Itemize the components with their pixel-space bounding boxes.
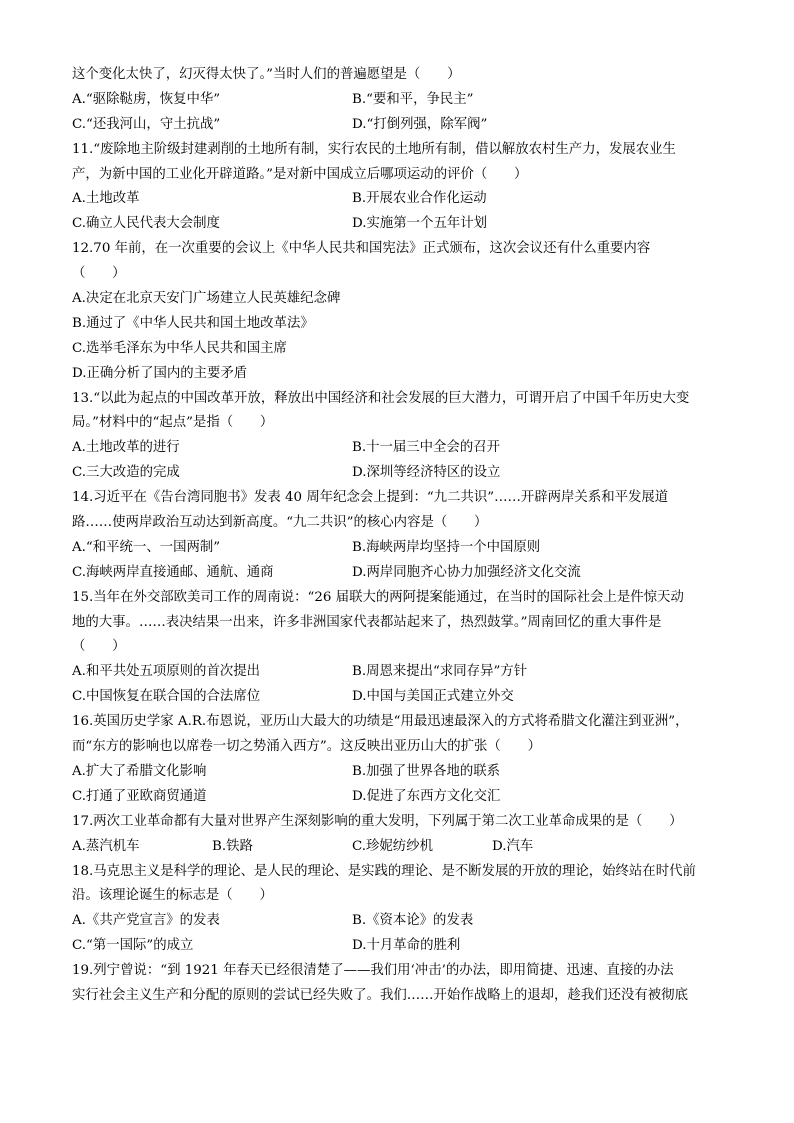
question-15-stem: 15.当年在外交部欧美司工作的周南说：“26 届联大的两阿提案能通过，在当时的国际社会上是件惊天动 xyxy=(72,589,684,605)
text-line: 实行社会主义生产和分配的原则的尝试已经失败了。我们……开始作战略上的退却，趁我们还没有被彻底 xyxy=(72,987,688,1003)
option-d: D.十月革命的胜利 xyxy=(352,938,461,954)
option-c: C.海峡两岸直接通邮、通航、通商 xyxy=(72,564,274,580)
option-row xyxy=(72,685,722,710)
option-row xyxy=(72,536,722,561)
option-c: C.珍妮纺纱机 xyxy=(352,838,433,854)
question-body xyxy=(72,63,722,1009)
option-row xyxy=(72,436,722,461)
option-d: D.汽车 xyxy=(492,838,534,854)
answer-blank: （ ） xyxy=(72,266,126,282)
text-line: 这个变化太快了，幻灭得太快了。”当时人们的普遍愿望是（ ） xyxy=(72,67,461,82)
option-d: D.深圳等经济特区的设立 xyxy=(352,465,501,481)
text-line: 局。”材料中的“起点”是指（ ） xyxy=(72,415,274,431)
answer-blank: （ ） xyxy=(72,639,126,655)
option-a: A.扩大了希腊文化影响 xyxy=(72,763,207,779)
option-a: A.“驱除鞑虏，恢复中华” xyxy=(72,91,221,107)
option-d: D.“打倒列强，除军阀” xyxy=(352,116,488,132)
option-d: D.两岸同胞齐心协力加强经济文化交流 xyxy=(352,564,581,580)
option-d: D.促进了东西方文化交汇 xyxy=(352,788,501,804)
option-a: A.“和平统一、一国两制” xyxy=(72,539,221,555)
text-line: 而“东方的影响也以席卷一切之势涌入西方”。这反映出亚历山大的扩张（ ） xyxy=(72,739,541,755)
option-c: C.选举毛泽东为中华人民共和国主席 xyxy=(72,340,287,356)
option-a: A.《共产党宣言》的发表 xyxy=(72,913,220,929)
question-16-stem: 16.英国历史学家 A.R.布恩说，亚历山大最大的功绩是“用最迅速最深入的方式将希腊文化灌注到亚洲”， xyxy=(72,714,689,730)
option-b: B.“要和平，争民主” xyxy=(352,91,474,107)
text-line: 产，为新中国的工业化开辟道路。”是对新中国成立后哪项运动的评价（ ） xyxy=(72,166,528,182)
option-a: A.蒸汽机车 xyxy=(72,838,140,854)
option-row xyxy=(72,113,722,138)
question-13-stem: 13.“以此为起点的中国改革开放，释放出中国经济和社会发展的巨大潜力，可谓开启了中国千年历史大变 xyxy=(72,390,690,406)
option-row xyxy=(72,785,722,810)
option-b: B.开展农业合作化运动 xyxy=(352,191,487,207)
option-c: C.确立人民代表大会制度 xyxy=(72,216,220,232)
question-17-stem: 17.两次工业革命都有大量对世界产生深刻影响的重大发明，下列属于第二次工业革命成果的是（ ） xyxy=(72,813,683,829)
option-c: C.打通了亚欧商贸通道 xyxy=(72,788,207,804)
option-a: A.土地改革的进行 xyxy=(72,440,180,456)
text-line: 路……使两岸政治互动达到新高度。“九二共识”的核心内容是（ ） xyxy=(72,515,488,531)
text-line: 地的大事。……表决结果一出来，许多非洲国家代表都站起来了，热烈鼓掌。”周南回忆的重大事件是 xyxy=(72,614,662,630)
option-d: D.正确分析了国内的主要矛盾 xyxy=(72,365,248,381)
option-row xyxy=(72,187,722,212)
option-b: B.铁路 xyxy=(212,838,253,854)
option-row xyxy=(72,88,722,113)
option-c: C.三大改造的完成 xyxy=(72,465,180,481)
option-a: A.和平共处五项原则的首次提出 xyxy=(72,664,261,680)
option-row xyxy=(72,835,722,860)
option-row xyxy=(72,212,722,237)
option-c: C.中国恢复在联合国的合法席位 xyxy=(72,689,261,705)
option-b: B.通过了《中华人民共和国土地改革法》 xyxy=(72,315,314,331)
question-12-stem: 12.70 年前，在一次重要的会议上《中华人民共和国宪法》正式颁布，这次会议还有什么重要内容 xyxy=(72,241,651,257)
option-row xyxy=(72,660,722,685)
option-b: B.加强了世界各地的联系 xyxy=(352,763,501,779)
option-row xyxy=(72,909,722,934)
option-row xyxy=(72,461,722,486)
question-11-stem: 11.“废除地主阶级封建剥削的土地所有制，实行农民的土地所有制，借以解放农村生产力，发展农业生 xyxy=(72,141,676,157)
option-b: B.《资本论》的发表 xyxy=(352,913,474,929)
question-14-stem: 14.习近平在《告台湾同胞书》发表 40 周年纪念会上提到：“九二共识”……开辟两岸关系和平发展道 xyxy=(72,490,669,506)
option-d: D.实施第一个五年计划 xyxy=(352,216,488,232)
option-a: A.土地改革 xyxy=(72,191,140,207)
option-b: B.海峡两岸均坚持一个中国原则 xyxy=(352,539,541,555)
option-row xyxy=(72,760,722,785)
question-19-stem: 19.列宁曾说：“到 1921 年春天已经很清楚了——我们用‘冲击’的办法，即用简捷、迅速、直接的办法 xyxy=(72,963,674,979)
option-a: A.决定在北京天安门广场建立人民英雄纪念碑 xyxy=(72,291,341,307)
option-c: C.“还我河山，守土抗战” xyxy=(72,116,221,132)
option-row xyxy=(72,934,722,959)
text-line: 沿。该理论诞生的标志是（ ） xyxy=(72,888,273,904)
option-row xyxy=(72,561,722,586)
option-b: B.十一届三中全会的召开 xyxy=(352,440,501,456)
option-d: D.中国与美国正式建立外交 xyxy=(352,689,514,705)
question-18-stem: 18.马克思主义是科学的理论、是人民的理论、是实践的理论、是不断发展的开放的理论，始终站在时代前 xyxy=(72,863,696,879)
option-b: B.周恩来提出“求同存异”方针 xyxy=(352,664,528,680)
option-c: C.“第一国际”的成立 xyxy=(72,938,194,954)
